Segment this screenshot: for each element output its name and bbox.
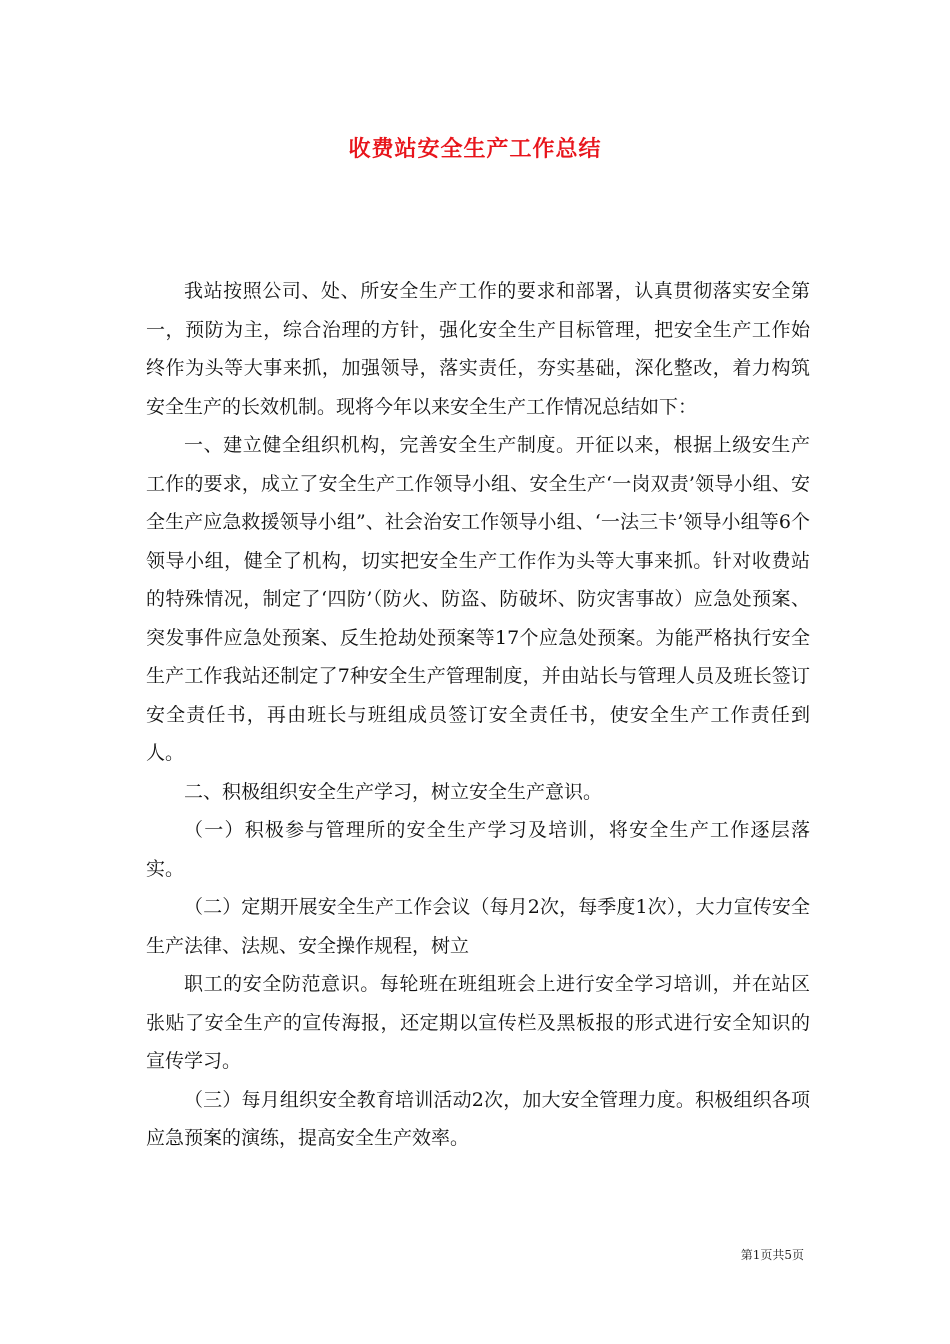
document-title: 收费站安全生产工作总结 xyxy=(348,136,602,162)
paragraph-intro: 我站按照公司、处、所安全生产工作的要求和部署，认真贯彻落实安全第一，预防为主，综合治理的方针，强化安全生产目标管理，把安全生产工作始终作为头等大事来抓，加强领导，落实责任，夯实基础，深化整改，着力构筑安全生产的长效机制。现将今年以来安全生产工作情况总结如下： xyxy=(146,280,810,418)
paragraph-section-2-heading: 二、积极组织安全生产学习，树立安全生产意识。 xyxy=(184,780,603,803)
page-number: 第1页共5页 xyxy=(740,1248,804,1262)
paragraph-section-1: 一、建立健全组织机构，完善安全生产制度。开征以来，根据上级安生产工作的要求，成立了安全生产工作领导小组、安全生产‘一岗双责’领导小组、安全生产应急救援领导小组”、社会治安工作领导小组、‘一法三卡’领导小组等6个领导小组，健全了机构，切实把安全生产工作作为头等大事来抓。针对收费站的特殊情况，制定了‘四防’（防火、防盗、防破坏、防灾害事故）应急处预案、突发事件应急处预案、反生抢劫处预案等17个应急处预案。为能严格执行安全生产工作我站还制定了7种安全生产管理制度，并由站长与管理人员及班长签订安全责任书，再由班长与班组成员签订安全责任书，使安全生产工作责任到人。 xyxy=(146,434,810,764)
paragraph-section-2-item-1: （一）积极参与管理所的安全生产学习及培训，将安全生产工作逐层落实。 xyxy=(146,819,810,880)
paragraph-section-2-item-2-continued: 职工的安全防范意识。每轮班在班组班会上进行安全学习培训，并在站区张贴了安全生产的宣传海报，还定期以宣传栏及黑板报的形式进行安全知识的宣传学习。 xyxy=(146,973,810,1072)
paragraph-section-2-item-3: （三）每月组织安全教育培训活动2次，加大安全管理力度。积极组织各项应急预案的演练，提高安全生产效率。 xyxy=(146,1088,810,1149)
paragraph-section-2-item-2: （二）定期开展安全生产工作会议（每月2次，每季度1次），大力宣传安全生产法律、法规、安全操作规程，树立 xyxy=(146,896,810,957)
document-body xyxy=(146,272,810,1158)
